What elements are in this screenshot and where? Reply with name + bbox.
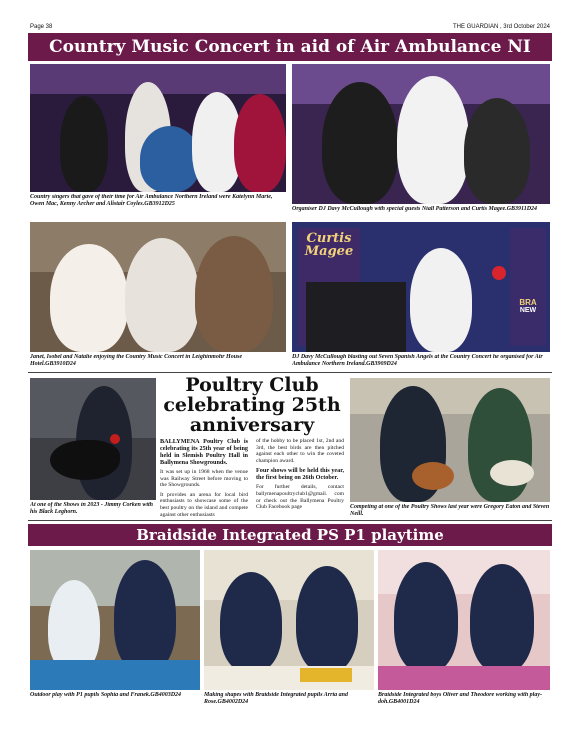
story-column-1 (160, 438, 248, 521)
photo-person (470, 564, 534, 672)
photo-black-leghorn (50, 440, 120, 480)
photo-person (60, 96, 108, 192)
banner-text-new: NEW (519, 307, 537, 314)
caption-jimmy-corken: At one of the Shows in 2023 - Jimmy Corken with his Black Leghorn. (30, 502, 154, 515)
photo-comb (110, 434, 120, 444)
section-banner-country-music: Country Music Concert in aid of Air Ambulance NI (28, 33, 552, 61)
section-banner-braidside: Braidside Integrated PS P1 playtime (28, 524, 552, 546)
banner-text-magee: Magee (304, 244, 354, 259)
photo-play-tray (30, 660, 200, 690)
photo-person (195, 236, 273, 352)
story-paragraph: BALLYMENA Poultry Club is celebrating its 25th year of being held in Slemish Poultry Hall in Ballymena Showgrounds. (160, 438, 248, 466)
photo-dj-singing (292, 222, 550, 352)
photo-balloon (492, 266, 506, 280)
photo-person (125, 238, 199, 352)
photo-person (397, 76, 469, 204)
story-column-2 (256, 438, 344, 514)
caption-dj-singing: DJ Davy McCullough blasting out Seven Spanish Angels at the Country Concert he organised for Air Ambulance Northern Ireland.GB3909D24 (292, 354, 543, 367)
photo-person (464, 98, 530, 204)
story-paragraph: It provides an arena for local bird enthusiasts to showcase some of the best poultry on the island and compete against other enthusiasts (160, 491, 248, 518)
section-divider (28, 372, 552, 373)
section-divider (28, 520, 552, 521)
caption-oliver-theodore: Braidside Integrated boys Oliver and Theodore working with play-doh.GB4001D24 (378, 692, 543, 705)
photo-person (394, 562, 458, 672)
caption-country-singers: Country singers that gave of their time for Air Ambulance Northern Ireland were Katelynn Marie, Owen Mac, Kenny Archer and Alistair Coyles.GB3912D25 (30, 194, 273, 207)
story-paragraph: It was set up in 1968 when the venue was Railway Street before moving to the Showgrounds. (160, 469, 248, 489)
photo-person (140, 126, 200, 192)
photo-person (48, 580, 100, 672)
photo-janet-isobel-natalie (30, 222, 286, 352)
headline-line-1: Poultry Club (185, 374, 319, 396)
headline-line-3: anniversary (189, 414, 315, 436)
photo-oliver-theodore (378, 550, 550, 690)
photo-sophia-franek (30, 550, 200, 690)
headline-poultry-club (160, 375, 344, 435)
photo-gregory-steven (350, 378, 550, 502)
photo-hen (412, 462, 454, 490)
caption-janet-isobel-natalie: Janet, Isobel and Natalie enjoying the Country Music Concert in Leighinmohr House Hotel.GB3910D24 (30, 354, 243, 367)
story-paragraph: of the hobby to be placed 1st, 2nd and 3rd, the best birds are then pitched against each other to win the coveted champion award. (256, 438, 344, 464)
photo-country-singers (30, 64, 286, 192)
photo-play-doh-table (378, 666, 550, 690)
caption-gregory-steven: Competing at one of the Poultry Shows last year were Gregory Eaton and Steven Neill. (350, 504, 550, 517)
photo-organiser-guests (292, 64, 550, 204)
caption-sophia-franek: Outdoor play with P1 pupils Sophia and Franek.GB4003D24 (30, 692, 182, 698)
photo-person (468, 388, 532, 502)
photo-person (114, 560, 176, 672)
photo-person (322, 82, 398, 204)
photo-person (234, 94, 286, 192)
photo-stage (306, 282, 406, 352)
banner-text-curtis: Curtis (306, 231, 352, 246)
photo-person (50, 244, 128, 352)
banner-text-bra: BRA (519, 298, 537, 307)
publication-date: THE GUARDIAN , 3rd October 2024 (452, 24, 550, 30)
headline-line-2: celebrating 25th (163, 394, 341, 416)
photo-shape-board (300, 668, 352, 682)
photo-banner-right (510, 228, 546, 346)
photo-person (410, 248, 472, 352)
photo-arria-rose (204, 550, 374, 690)
caption-organiser-guests: Organiser DJ Davy McCullough with special guests Niall Patterson and Curtis Magee.GB3911D24 (292, 206, 538, 212)
story-paragraph: Four shows will be held this year, the first being on 26th October. (256, 467, 344, 482)
photo-person (220, 572, 282, 672)
caption-arria-rose: Making shapes with Braidside Integrated pupils Arria and Rose.GB4002D24 (204, 692, 348, 705)
photo-hen (490, 460, 534, 486)
story-paragraph: For further details, contact ballymenapoultryclub1@gmail. com or check out the Ballymena Poultry Club Facebook page (256, 484, 344, 511)
page-number: Page 38 (30, 24, 53, 30)
photo-person (296, 566, 358, 672)
photo-jimmy-corken (30, 378, 156, 500)
